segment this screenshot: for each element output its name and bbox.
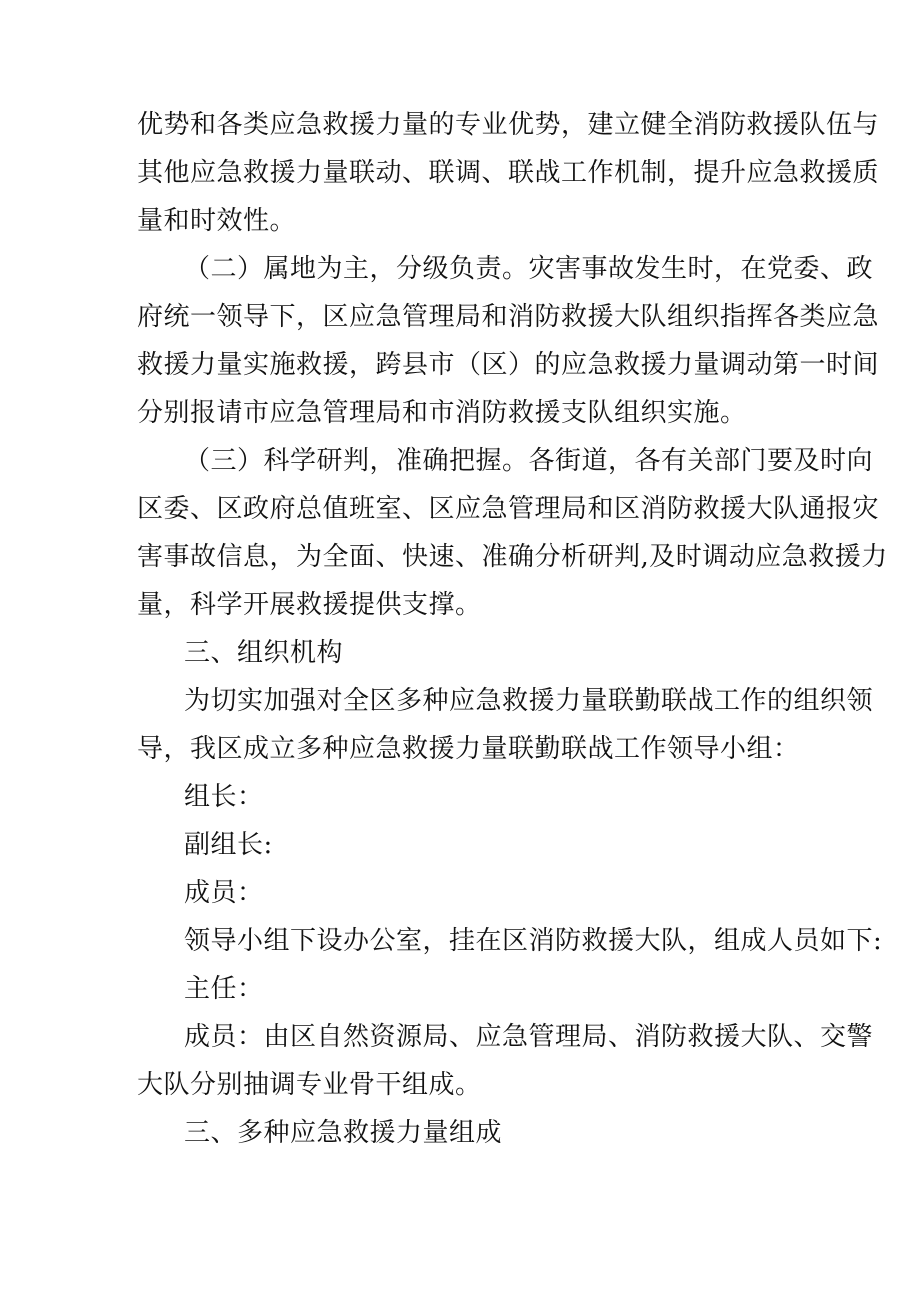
paragraph-line: 量，科学开展救援提供支撑。 xyxy=(137,590,482,620)
paragraph-line: 为切实加强对全区多种应急救援力量联勤联战工作的组织领 xyxy=(184,686,874,716)
paragraph-line: 量和时效性。 xyxy=(137,206,297,236)
paragraph-line: （三）科学研判，准确把握。各街道，各有关部门要及时向 xyxy=(184,446,874,476)
paragraph-line: 害事故信息，为全面、快速、准确分析研判,及时调动应急救援力 xyxy=(137,542,888,572)
paragraph-line: 大队分别抽调专业骨干组成。 xyxy=(137,1070,482,1100)
section-heading: 三、组织机构 xyxy=(184,638,344,668)
section-heading: 三、多种应急救援力量组成 xyxy=(184,1118,503,1148)
paragraph-line: 分别报请市应急管理局和市消防救援支队组织实施。 xyxy=(137,398,747,428)
role-label-members: 成员： xyxy=(184,878,264,908)
paragraph-line: 领导小组下设办公室，挂在区消防救援大队，组成人员如下: xyxy=(184,926,883,956)
paragraph-line: 导，我区成立多种应急救援力量联勤联战工作领导小组： xyxy=(137,734,800,764)
paragraph-line: 成员：由区自然资源局、应急管理局、消防救援大队、交警 xyxy=(184,1022,874,1052)
paragraph-line: 优势和各类应急救援力量的专业优势，建立健全消防救援队伍与 xyxy=(137,110,880,140)
paragraph-line: 救援力量实施救援，跨县市（区）的应急救援力量调动第一时间 xyxy=(137,350,880,380)
role-label-director: 主任： xyxy=(184,974,264,1004)
role-label-leader: 组长： xyxy=(184,782,264,812)
role-label-deputy-leader: 副组长: xyxy=(184,830,273,860)
paragraph-line: 区委、区政府总值班室、区应急管理局和区消防救援大队通报灾 xyxy=(137,494,880,524)
paragraph-line: 府统一领导下，区应急管理局和消防救援大队组织指挥各类应急 xyxy=(137,302,880,332)
paragraph-line: 其他应急救援力量联动、联调、联战工作机制，提升应急救援质 xyxy=(137,158,880,188)
paragraph-line: （二）属地为主，分级负责。灾害事故发生时，在党委、政 xyxy=(184,254,874,284)
